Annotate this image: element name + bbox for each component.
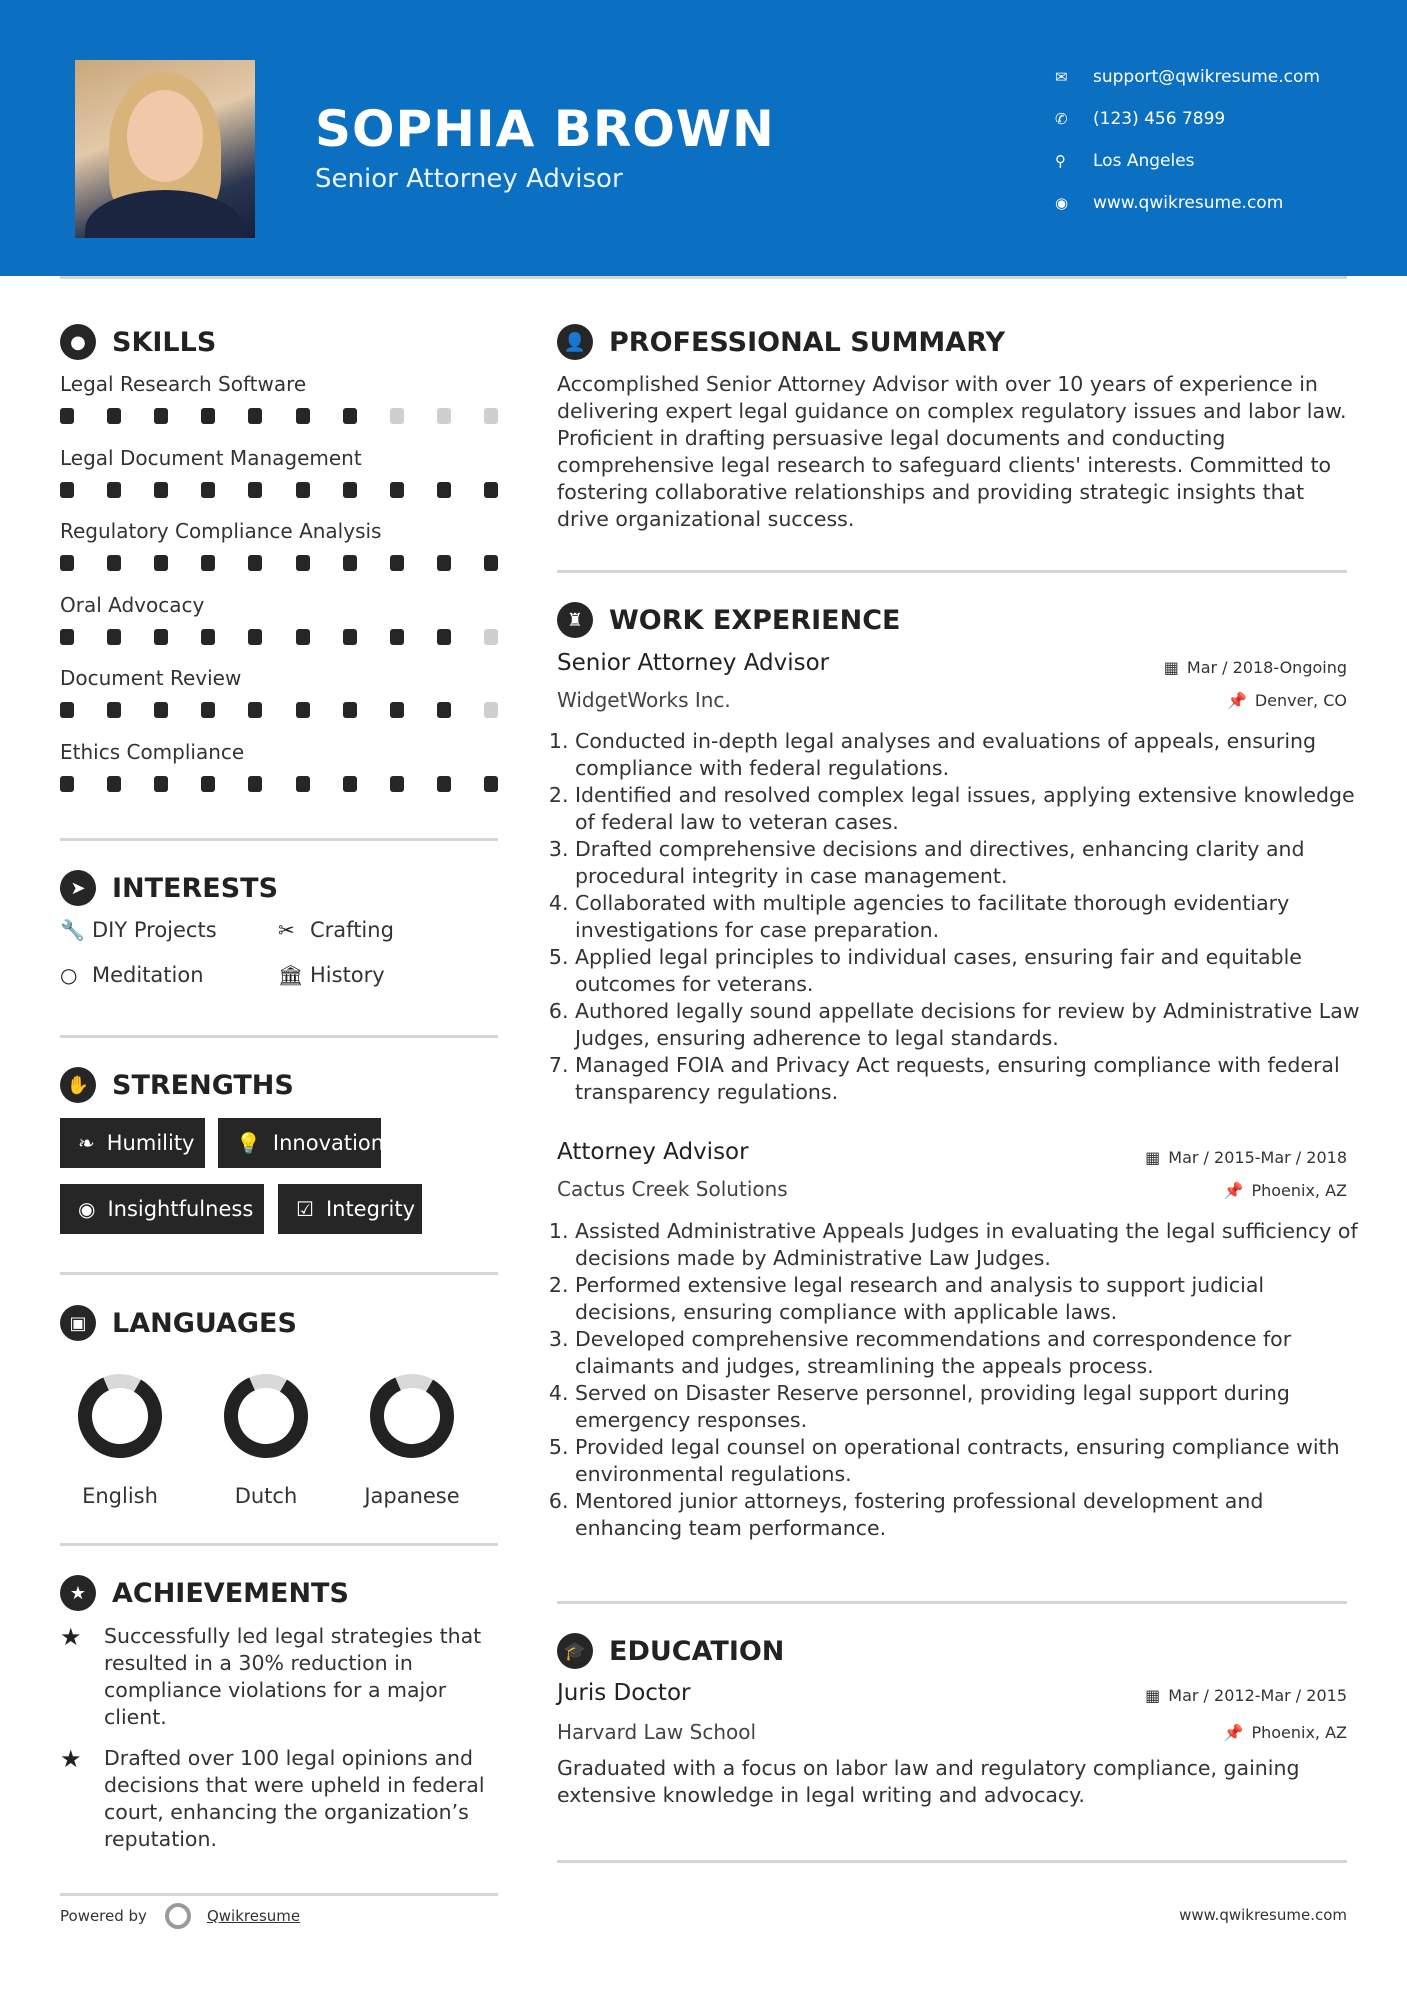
section-divider [60,1035,498,1038]
rating-dot [437,555,451,571]
rating-dot [107,629,121,645]
rating-dot [248,629,262,645]
pushpin-icon: 📌 [1223,1181,1244,1200]
duty-item: 1. Conducted in-depth legal analyses and evaluations of appeals, ensuring compliance with federal regulations. [575,728,1365,782]
rating-dot [437,408,451,424]
language-card-icon: ▣ [60,1305,96,1341]
brand-link[interactable]: Qwikresume [206,1907,301,1925]
interests-heading: ➤ INTERESTS [60,870,278,906]
calendar-icon: ▦ [1145,1148,1161,1167]
rating-dot [248,776,262,792]
skill-label: Ethics Compliance [60,739,245,764]
rating-dot [107,408,121,424]
wrench-icon: 🔧 [60,918,85,942]
duty-item: 4. Served on Disaster Reserve personnel, providing legal support during emergency responses. [575,1380,1365,1434]
rating-dot [390,408,404,424]
candidate-title: Senior Attorney Advisor [315,164,623,194]
education-heading: 🎓 EDUCATION [557,1633,784,1669]
rating-dot [154,482,168,498]
section-divider [60,1543,498,1546]
rating-dot [60,482,74,498]
phone-icon: ✆ [1055,110,1068,128]
job-location: 📌 Denver, CO [1226,691,1347,710]
circle-icon: ○ [60,963,78,987]
duty-item: 7. Managed FOIA and Privacy Act requests, ensuring compliance with federal transparency regulations. [575,1052,1365,1106]
job-location: 📌 Phoenix, AZ [1223,1181,1347,1200]
rating-dot [154,776,168,792]
rating-dot [390,702,404,718]
strengths-heading: ✋ STRENGTHS [60,1067,294,1103]
section-divider [60,1272,498,1275]
rating-dot [154,629,168,645]
skill-label: Legal Research Software [60,372,307,396]
resume-header [0,0,1407,276]
rating-dot [201,482,215,498]
footer-url[interactable]: www.qwikresume.com [1179,1906,1347,1924]
pushpin-icon: 📌 [1223,1723,1244,1742]
skills-heading: ● SKILLS [60,324,216,360]
rating-dot [390,776,404,792]
rating-dot [60,408,74,424]
duty-item: 6. Authored legally sound appellate decisions for review by Administrative Law Judges, ensuring adherence to legal standards. [575,998,1365,1052]
contact-list [1055,56,1320,224]
rating-dot [484,776,498,792]
footer-divider [60,1893,498,1896]
rating-dot [201,702,215,718]
skill-rating [60,629,498,645]
strength-tag: 💡 Innovation [218,1118,381,1168]
rating-dot [343,408,357,424]
job-title: Attorney Advisor [557,1139,749,1165]
education-location: 📌 Phoenix, AZ [1223,1723,1347,1742]
rating-dot [107,702,121,718]
header-divider [60,276,1347,279]
strength-tag: ❧ Humility [60,1118,205,1168]
interest-item: ✂ Crafting [278,918,394,942]
language-item [206,1366,326,1508]
contact-location: ⚲ Los Angeles [1055,151,1195,171]
education-dates: ▦ Mar / 2012-Mar / 2015 [1145,1686,1347,1705]
duty-item: 3. Drafted comprehensive decisions and directives, enhancing clarity and procedural integrity in case management. [575,836,1365,890]
interest-item: ○ Meditation [60,963,204,987]
rating-dot [296,482,310,498]
strength-tag: ◉ Insightfulness [60,1184,264,1234]
rating-dot [437,702,451,718]
language-item [60,1366,180,1508]
experience-heading: ♜ WORK EXPERIENCE [557,602,900,638]
skill-rating [60,702,498,718]
language-label: English [82,1484,158,1508]
achievement-item: ★ Successfully led legal strategies that resulted in a 30% reduction in compliance violations for a major client. [60,1623,482,1729]
job-dates: ▦ Mar / 2018-Ongoing [1163,658,1347,677]
rating-dot [107,555,121,571]
interest-item: 🔧 DIY Projects [60,918,217,942]
contact-email[interactable]: ✉ support@qwikresume.com [1055,67,1320,87]
rating-dot [201,629,215,645]
achievements-heading: ★ ACHIEVEMENTS [60,1575,349,1611]
skill-rating [60,482,498,498]
rating-dot [484,629,498,645]
calendar-icon: ▦ [1145,1686,1161,1705]
rating-dot [390,482,404,498]
pushpin-icon: 📌 [1226,691,1247,710]
graduation-cap-icon: 🎓 [557,1633,593,1669]
check-square-icon: ☑ [296,1197,314,1221]
duty-item: 5. Provided legal counsel on operational contracts, ensuring compliance with environmental regulations. [575,1434,1365,1488]
duty-item: 3. Developed comprehensive recommendations and correspondence for claimants and judges, streamlining the appeals process. [575,1326,1365,1380]
rating-dot [296,629,310,645]
strength-tag: ☑ Integrity [278,1184,422,1234]
rating-dot [484,408,498,424]
rating-dot [201,408,215,424]
rating-dot [201,776,215,792]
paper-plane-icon: ➤ [60,870,96,906]
globe-icon: ◉ [1055,194,1069,212]
job-title: Senior Attorney Advisor [557,650,830,676]
rating-dot [484,482,498,498]
rating-dot [484,555,498,571]
duty-item: 6. Mentored junior attorneys, fostering professional development and enhancing team performance. [575,1488,1365,1542]
rating-dot [107,482,121,498]
rating-dot [296,555,310,571]
duty-item: 5. Applied legal principles to individual cases, ensuring fair and equitable outcomes for veterans. [575,944,1365,998]
rating-dot [248,702,262,718]
education-text: Graduated with a focus on labor law and regulatory compliance, gaining extensive knowledge in legal writing and advocacy. [557,1756,1300,1807]
skill-label: Regulatory Compliance Analysis [60,519,382,543]
rating-dot [343,482,357,498]
achievement-item: ★ Drafted over 100 legal opinions and decisions that were upheld in federal court, enhancing the organization’s reputation. [60,1745,485,1851]
user-icon: 👤 [557,324,593,360]
rating-dot [296,702,310,718]
job-duties [557,728,1365,1106]
rating-dot [60,702,74,718]
rating-dot [154,408,168,424]
envelope-icon: ✉ [1055,68,1068,86]
rating-dot [107,776,121,792]
lightbulb-icon: ● [60,324,96,360]
rating-dot [60,629,74,645]
rating-dot [296,776,310,792]
section-divider [60,838,498,841]
rating-dot [60,555,74,571]
profile-photo [75,60,255,238]
map-pin-icon: ⚲ [1055,152,1066,170]
rating-dot [484,702,498,718]
skill-label: Oral Advocacy [60,592,205,617]
degree-title: Juris Doctor [557,1680,691,1706]
skill-label: Document Review [60,666,242,690]
skill-rating [60,555,498,571]
rating-dot [201,555,215,571]
rating-dot [437,776,451,792]
interest-item: 🏛 History [278,963,385,987]
rating-dot [343,555,357,571]
rating-dot [296,408,310,424]
rating-dot [248,482,262,498]
language-ring [216,1366,316,1466]
lightbulb-icon: 💡 [236,1131,261,1155]
museum-icon: 🏛 [278,963,304,987]
candidate-name: SOPHIA BROWN [315,100,775,158]
language-ring [70,1366,170,1466]
scissors-icon: ✂ [278,918,295,942]
summary-heading: 👤 PROFESSIONAL SUMMARY [557,324,1005,360]
rating-dot [343,629,357,645]
school-name: Harvard Law School [557,1720,757,1744]
skill-rating [60,776,498,792]
language-label: Dutch [234,1484,298,1508]
company-name: WidgetWorks Inc. [557,688,731,712]
rating-dot [437,629,451,645]
rating-dot [154,702,168,718]
rating-dot [60,776,74,792]
powered-by: Powered by Qwikresume [60,1903,300,1929]
leaf-icon: ❧ [78,1131,95,1155]
summary-text: Accomplished Senior Attorney Advisor with over 10 years of experience in delivering expert legal guidance on complex regulatory issues and labor law. Proficient in drafting persuasive legal documents and conducting comprehensive legal research to safeguard clients' interests. Committed to fostering collaborative relationships and providing strategic insights that drive organizational success. [557,372,1347,531]
office-chair-icon: ♜ [557,602,593,638]
rating-dot [248,555,262,571]
duty-item: 1. Assisted Administrative Appeals Judges in evaluating the legal sufficiency of decisions made by Administrative Law Judges. [575,1218,1365,1272]
job-dates: ▦ Mar / 2015-Mar / 2018 [1145,1148,1347,1167]
duty-item: 2. Performed extensive legal research and analysis to support judicial decisions, ensuring compliance with applicable laws. [575,1272,1365,1326]
rating-dot [248,408,262,424]
skill-rating [60,408,498,424]
language-label: Japanese [364,1484,460,1508]
hand-icon: ✋ [60,1067,96,1103]
duty-item: 4. Collaborated with multiple agencies to facilitate thorough evidentiary investigations for case preparation. [575,890,1365,944]
skill-label: Legal Document Management [60,445,362,470]
star-icon: ★ [60,1745,82,1773]
language-item [352,1366,472,1508]
rating-dot [154,555,168,571]
rating-dot [390,629,404,645]
eye-icon: ◉ [78,1197,96,1221]
section-divider [557,570,1347,573]
duty-item: 2. Identified and resolved complex legal issues, applying extensive knowledge of federal law to veteran cases. [575,782,1365,836]
qwikresume-logo-icon [165,1903,191,1929]
section-divider [557,1601,1347,1604]
company-name: Cactus Creek Solutions [557,1177,788,1201]
job-duties [557,1218,1365,1542]
rating-dot [390,555,404,571]
calendar-icon: ▦ [1163,658,1179,677]
contact-website[interactable]: ◉ www.qwikresume.com [1055,193,1284,213]
rating-dot [343,702,357,718]
star-icon: ★ [60,1623,82,1651]
languages-heading: ▣ LANGUAGES [60,1305,297,1341]
rating-dot [437,482,451,498]
section-divider [557,1860,1347,1863]
contact-phone[interactable]: ✆ (123) 456 7899 [1055,109,1226,129]
language-ring [362,1366,462,1466]
rating-dot [343,776,357,792]
star-badge-icon: ★ [60,1575,96,1611]
